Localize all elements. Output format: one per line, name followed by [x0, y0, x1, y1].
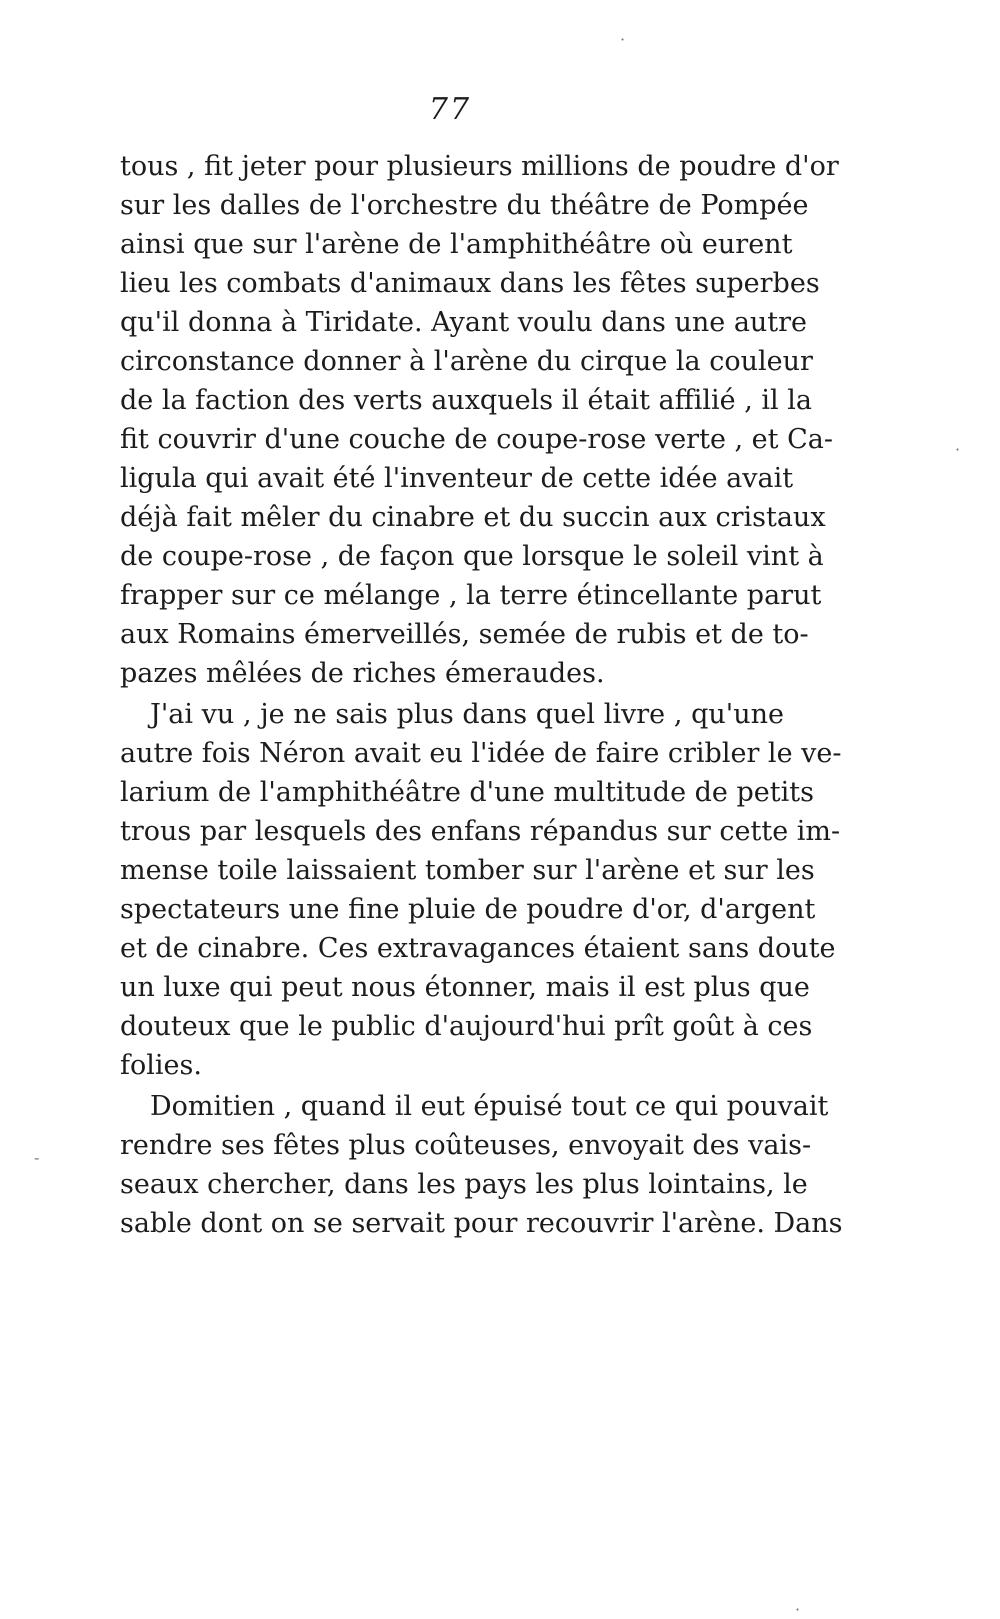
- text-line: de la faction des verts auxquels il était affilié , il la: [120, 385, 812, 416]
- text-line: frapper sur ce mélange , la terre étincellante parut: [120, 580, 822, 611]
- scan-speck: ·: [620, 30, 626, 49]
- text-line: et de cinabre. Ces extravagances étaient sans doute: [120, 933, 836, 964]
- text-line: trous par lesquels des enfans répandus sur cette im-: [120, 816, 841, 847]
- text-line: aux Romains émerveillés, semée de rubis et de to-: [120, 619, 809, 650]
- text-line: de coupe-rose , de façon que lorsque le soleil vint à: [120, 541, 824, 572]
- paragraph-2: [120, 695, 842, 1085]
- paragraph-3: [120, 1087, 843, 1243]
- text-line: qu'il donna à Tiridate. Ayant voulu dans une autre: [120, 307, 808, 338]
- text-line: circonstance donner à l'arène du cirque la couleur: [120, 346, 813, 377]
- text-line: folies.: [120, 1050, 202, 1081]
- text-line: larium de l'amphithéâtre d'une multitude de petits: [120, 777, 814, 808]
- text-line: douteux que le public d'aujourd'hui prît goût à ces: [120, 1011, 813, 1042]
- text-line: pazes mêlées de riches émeraudes.: [120, 658, 605, 689]
- text-line: lieu les combats d'animaux dans les fêtes superbes: [120, 268, 820, 299]
- paragraph-1: [120, 147, 839, 693]
- text-line: ligula qui avait été l'inventeur de cette idée avait: [120, 463, 794, 494]
- text-line: mense toile laissaient tomber sur l'arène et sur les: [120, 855, 815, 886]
- text-line: spectateurs une fine pluie de poudre d'or, d'argent: [120, 894, 816, 925]
- text-line: Domitien , quand il eut épuisé tout ce qui pouvait: [150, 1091, 829, 1122]
- text-line: J'ai vu , je ne sais plus dans quel livre , qu'une: [150, 699, 784, 730]
- text-line: tous , fit jeter pour plusieurs millions de poudre d'or: [120, 151, 839, 182]
- text-line: sur les dalles de l'orchestre du théâtre de Pompée: [120, 190, 809, 221]
- text-line: déjà fait mêler du cinabre et du succin aux cristaux: [120, 502, 826, 533]
- text-line: fit couvrir d'une couche de coupe-rose verte , et Ca-: [120, 424, 833, 455]
- text-line: autre fois Néron avait eu l'idée de faire cribler le ve-: [120, 738, 842, 769]
- scan-speck: ·: [795, 1600, 801, 1619]
- page-number: 77: [428, 92, 472, 127]
- text-line: ainsi que sur l'arène de l'amphithéâtre où eurent: [120, 229, 793, 260]
- scan-speck: ·: [955, 440, 961, 459]
- scan-speck: -: [34, 1148, 40, 1167]
- text-line: rendre ses fêtes plus coûteuses, envoyait des vais-: [120, 1130, 812, 1161]
- text-line: un luxe qui peut nous étonner, mais il est plus que: [120, 972, 810, 1003]
- body-text: [120, 147, 843, 1243]
- text-line: sable dont on se servait pour recouvrir l'arène. Dans: [120, 1208, 843, 1239]
- text-line: seaux chercher, dans les pays les plus lointains, le: [120, 1169, 808, 1200]
